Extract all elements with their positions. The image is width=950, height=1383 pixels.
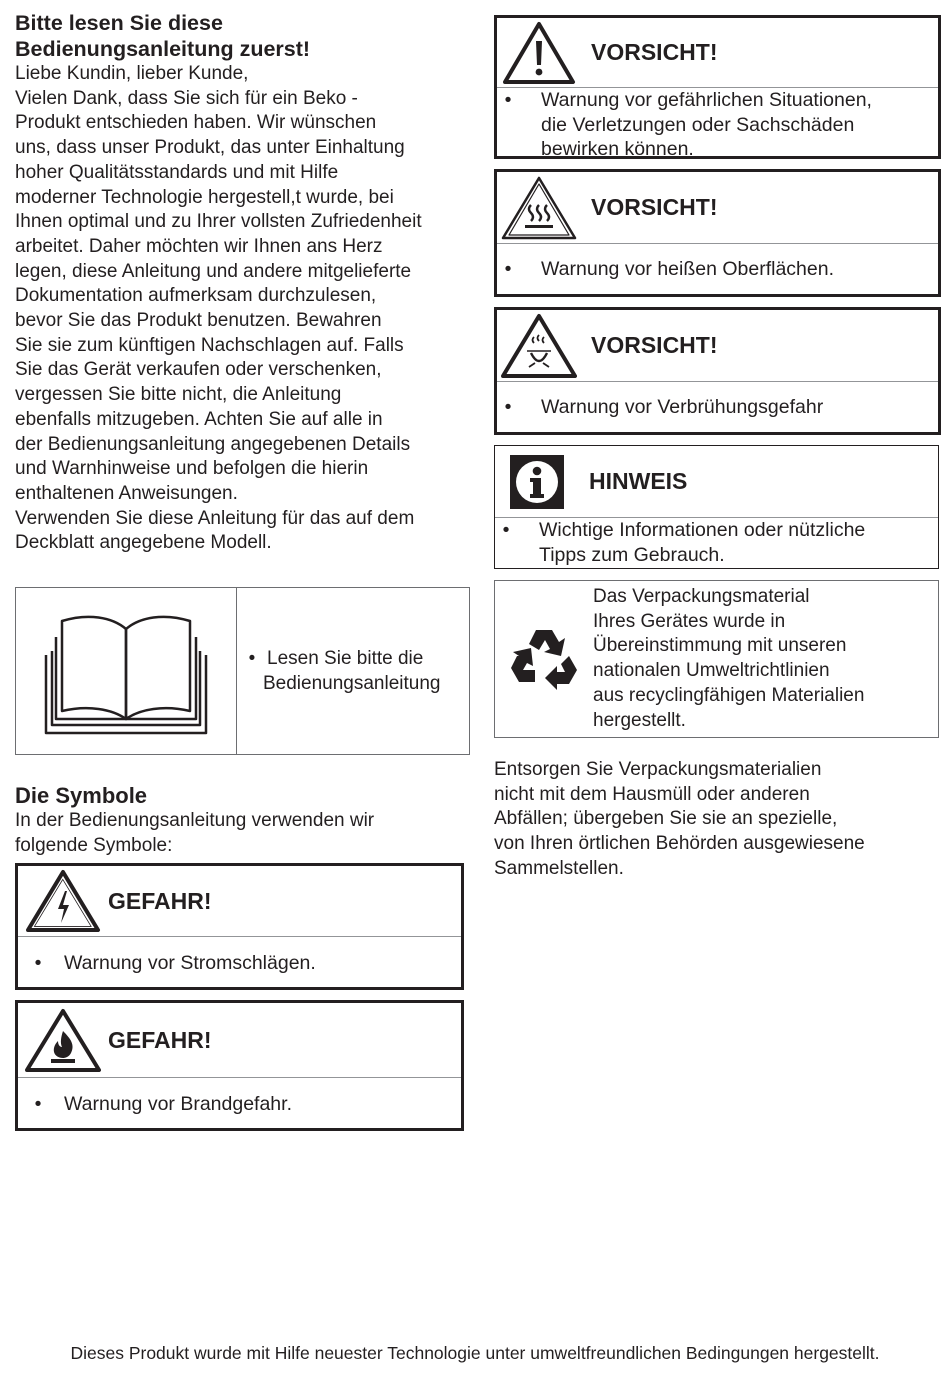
exclamation-icon xyxy=(497,21,581,85)
recycling-text: Das Verpackungsmaterial Ihres Gerätes wurde in Übereinstimmung mit unseren nationalen Umweltrichtlinien aus recyclingfähigen Materialien hergestellt. xyxy=(593,586,865,731)
note-text: Wichtige Informationen oder nützliche Tipps zum Gebrauch. xyxy=(539,519,866,566)
symbols-heading: Die Symbole xyxy=(15,783,148,808)
bullet: • xyxy=(504,396,512,418)
bullet: • xyxy=(248,648,256,669)
intro-title: Bitte lesen Sie diese Bedienungsanleitung zuerst! xyxy=(15,11,311,61)
intro-section xyxy=(15,10,470,556)
symbols-section xyxy=(15,782,470,858)
electric-shock-icon xyxy=(18,869,108,933)
bullet: • xyxy=(504,89,512,111)
warning-caution-box xyxy=(494,15,941,159)
read-manual-line2: Bedienungsanleitung xyxy=(263,673,441,694)
recycle-icon xyxy=(495,581,593,737)
flame-icon xyxy=(18,1007,108,1073)
warning-hot-box xyxy=(494,169,941,297)
note-box xyxy=(494,445,939,569)
bullet: • xyxy=(502,519,510,541)
warning-scald-label: VORSICHT! xyxy=(591,332,718,358)
read-manual-text xyxy=(237,588,469,754)
disposal-text: Entsorgen Sie Verpackungsmaterialien nicht mit dem Hausmüll oder anderen Abfällen; übergeben Sie sie an spezielle, von Ihren örtlichen Behörden ausgewiesene Sammelstellen. xyxy=(494,759,865,879)
warning-fire-box xyxy=(15,1000,464,1131)
bullet: • xyxy=(34,952,42,974)
warning-scald-box xyxy=(494,307,941,435)
symbols-intro: In der Bedienungsanleitung verwenden wir folgende Symbole: xyxy=(15,810,375,856)
note-label: HINWEIS xyxy=(589,468,688,494)
warning-caution-label: VORSICHT! xyxy=(591,39,718,65)
warning-fire-text: Warnung vor Brandgefahr. xyxy=(64,1093,292,1115)
intro-body: Liebe Kundin, lieber Kunde, Vielen Dank, dass Sie sich für ein Beko - Produkt entschieden haben. Wir wünschen uns, dass unser Produkt, das unter Einhaltung hoher Qualitätsstandards und mit Hilfe moderner Technologie hergestell,t wurde, bei Ihnen optimal und zu Ihrer vollsten Zufriedenheit arbeitet. Daher möchten wir Ihnen ans Herz legen, diese Anleitung und andere mitgelieferte Dokumentation aufmerksam durchzulesen, bevor Sie das Produkt benutzen. Bewahren Sie sie zum künftigen Nachschlagen auf. Falls Sie das Gerät verkaufen oder verschenken, vergessen Sie bitte nicht, die Anleitung ebenfalls mitzugeben. Achten Sie auf alle in der Bedienungsanleitung angegebenen Details und Warnhinweise und befolgen die hierin enthaltenen Anweisungen. Verwenden Sie diese Anleitung für das auf dem Deckblatt angegebene Modell. xyxy=(15,63,422,554)
warning-hot-label: VORSICHT! xyxy=(591,194,718,220)
warning-scald-text: Warnung vor Verbrühungsgefahr xyxy=(541,396,824,418)
warning-shock-box xyxy=(15,863,464,990)
warning-fire-label: GEFAHR! xyxy=(108,1026,212,1053)
hot-surface-icon xyxy=(497,175,581,241)
warning-shock-label: GEFAHR! xyxy=(108,887,212,914)
open-book-icon xyxy=(16,588,237,754)
footer-text: Dieses Produkt wurde mit Hilfe neuester Technologie unter umweltfreundlichen Bedingungen hergestellt. xyxy=(70,1343,880,1363)
info-icon xyxy=(495,454,579,510)
read-manual-line1: Lesen Sie bitte die xyxy=(267,648,424,669)
warning-hot-text: Warnung vor heißen Oberflächen. xyxy=(541,258,835,280)
recycling-box xyxy=(494,580,939,738)
warning-caution-text: Warnung vor gefährlichen Situationen, die Verletzungen oder Sachschäden bewirken können. xyxy=(541,89,872,160)
warning-shock-text: Warnung vor Stromschlägen. xyxy=(64,952,316,974)
bullet: • xyxy=(34,1093,42,1115)
bullet: • xyxy=(504,258,512,280)
scald-icon xyxy=(497,313,581,379)
read-manual-box xyxy=(15,587,470,755)
